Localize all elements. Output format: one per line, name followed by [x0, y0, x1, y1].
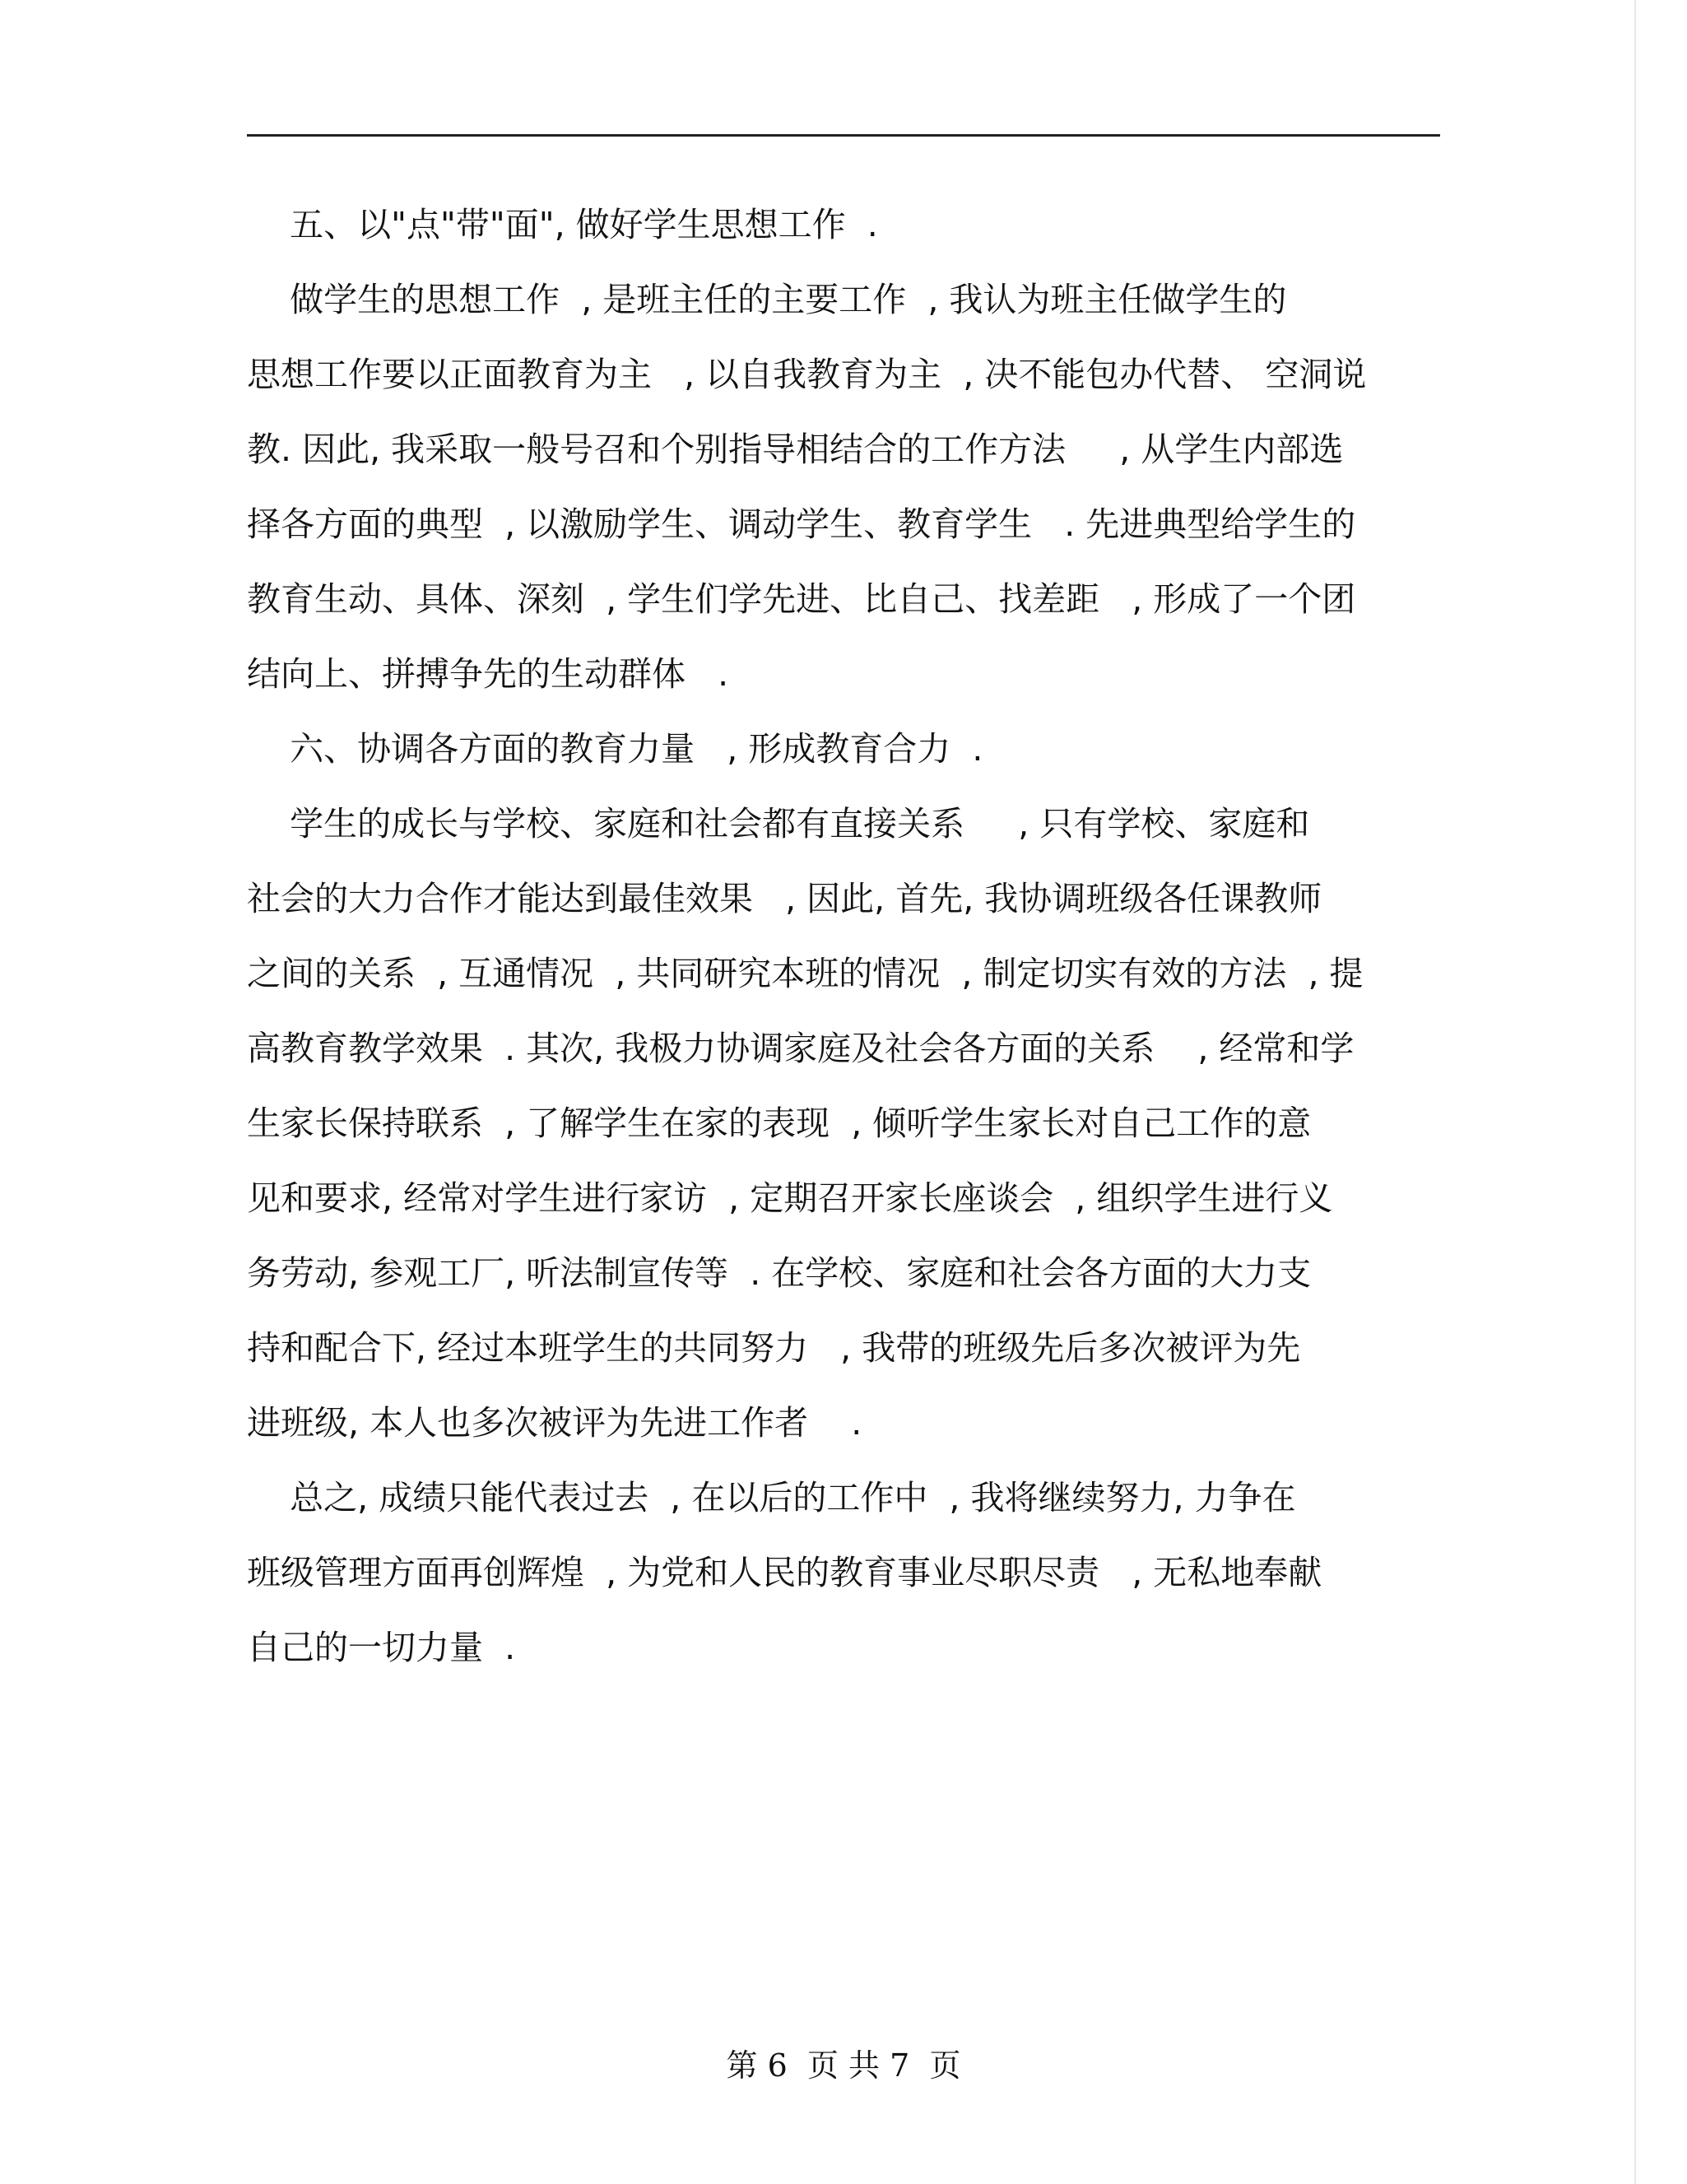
conclusion-line: 总之, 成绩只能代表过去 , 在以后的工作中 , 我将继续努力, 力争在 [247, 1478, 1296, 1517]
body-line: 持和配合下, 经过本班学生的共同努力 , 我带的班级先后多次被评为先 [247, 1328, 1301, 1368]
body-line: 见和要求, 经常对学生进行家访 , 定期召开家长座谈会 , 组织学生进行义 [247, 1178, 1333, 1218]
conclusion-line: 自己的一切力量 . [247, 1628, 516, 1667]
body-line: 社会的大力合作才能达到最佳效果 , 因此, 首先, 我协调班级各任课教师 [247, 879, 1322, 918]
body-line: 做学生的思想工作 , 是班主任的主要工作 , 我认为班主任做学生的 [247, 280, 1287, 319]
page-number-footer: 第 6 页 共 7 页 [726, 2047, 961, 2084]
body-line: 务劳动, 参观工厂, 听法制宣传等 . 在学校、家庭和社会各方面的大力支 [247, 1253, 1312, 1293]
body-line: 生家长保持联系 , 了解学生在家的表现 , 倾听学生家长对自己工作的意 [247, 1104, 1312, 1143]
body-line: 择各方面的典型 , 以激励学生、调动学生、教育学生 . 先进典型给学生的 [247, 504, 1356, 544]
body-line: 教. 因此, 我采取一般号召和个别指导相结合的工作方法 , 从学生内部选 [247, 430, 1344, 469]
body-line: 结向上、拼搏争先的生动群体 . [247, 654, 729, 694]
body-line: 进班级, 本人也多次被评为先进工作者 . [247, 1403, 862, 1443]
section-heading-5: 五、以"点"带"面", 做好学生思想工作 . [247, 205, 878, 244]
body-line: 学生的成长与学校、家庭和社会都有直接关系 , 只有学校、家庭和 [247, 804, 1310, 843]
body-line: 思想工作要以正面教育为主 , 以自我教育为主 , 决不能包办代替、 空洞说 [247, 355, 1367, 394]
page-right-edge [1634, 0, 1636, 2184]
body-line: 高教育教学效果 . 其次, 我极力协调家庭及社会各方面的关系 , 经常和学 [247, 1029, 1355, 1068]
body-line: 教育生动、具体、深刻 , 学生们学先进、比自己、找差距 , 形成了一个团 [247, 579, 1356, 619]
header-rule [247, 134, 1440, 137]
conclusion-line: 班级管理方面再创辉煌 , 为党和人民的教育事业尽职尽责 , 无私地奉献 [247, 1553, 1322, 1592]
section-heading-6: 六、协调各方面的教育力量 , 形成教育合力 . [247, 729, 983, 769]
body-line: 之间的关系 , 互通情况 , 共同研究本班的情况 , 制定切实有效的方法 , 提 [247, 954, 1364, 993]
